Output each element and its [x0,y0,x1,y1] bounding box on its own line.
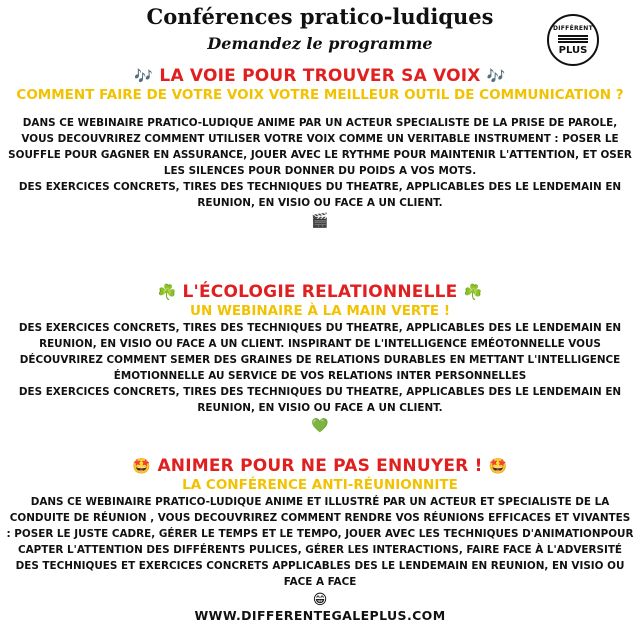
section-body [6,320,634,416]
page-subtitle: Demandez le programme [207,34,433,53]
website-link[interactable]: WWW.DIFFERENTEGALEPLUS.COM [194,608,446,623]
grinning-face-icon: 😁 [312,592,328,608]
brand-logo [547,14,599,66]
section-title-text: L'ÉCOLOGIE RELATIONNELLE [182,282,458,302]
shamrock-icon: ☘️ [463,283,483,301]
logo-bars-icon [558,34,588,44]
music-notes-icon: 🎶 [486,67,506,85]
section-paragraph: DES EXERCICES CONCRETS, TIRES DES TECHNIQUES DU THEATRE, APPLICABLES DES LE LENDEMAIN EN REUNION, EN VISIO OU FACE A UN CLIENT. [18,386,622,414]
logo-text-bottom: PLUS [558,44,588,56]
music-notes-icon: 🎶 [134,67,154,85]
section-meetings [6,456,634,609]
section-subtitle: UN WEBINAIRE À LA MAIN VERTE ! [189,303,451,319]
section-paragraph: DES TECHNIQUES ET EXERCICES CONCRETS APPLICABLES DES LE LENDEMAIN EN REUNION, EN VISIO OU FACE A FACE [15,560,625,588]
page-title: Conférences pratico-ludiques [146,4,494,29]
shamrock-icon: ☘️ [157,283,177,301]
section-paragraph: DANS CE WEBINAIRE PRATICO-LUDIQUE ANIME PAR UN ACTEUR SPECIALISTE DE LA PRISE DE PAROLE, VOUS DECOUVRIREZ COMMENT UTILISER VOTRE VOIX COMME UN VERITABLE INSTRUMENT : POSER LE SOUFFLE POUR GAGNER EN ASSURANCE, JOUER AVEC LE RYTHME POUR MAINTENIR L'ATTENTION, ET OSER LES SILENCES POUR DONNER DU POIDS A VOS MOTS. [8,117,632,177]
section-title-text: LA VOIE POUR TROUVER SA VOIX [159,66,481,86]
star-struck-icon: 🤩 [132,457,152,475]
section-title-text: ANIMER POUR NE PAS ENNUYER ! [157,456,483,476]
section-subtitle: LA CONFÉRENCE ANTI-RÉUNIONNITE [182,477,458,493]
clapperboard-icon: 🎬 [311,213,329,229]
section-ecology [6,282,634,435]
star-struck-icon: 🤩 [488,457,508,475]
section-subtitle: COMMENT FAIRE DE VOTRE VOIX VOTRE MEILLEUR OUTIL DE COMMUNICATION ? [16,87,624,103]
section-body [6,494,634,590]
logo-text-top: DIFFÉRENT [552,24,594,32]
section-paragraph: DANS CE WEBINAIRE PRATICO-LUDIQUE ANIME ET ILLUSTRÉ PAR UN ACTEUR ET SPECIALISTE DE LA CONDUITE DE RÉUNION , VOUS DECOUVRIREZ COMMENT RENDRE VOS RÉUNIONS EFFICACES ET VIVANTES : POSER LE JUSTE CADRE, GÉRER LE TEMPS ET LE TEMPO, JOUER AVEC LES TECHNIQUES D'ANIMATIONPOUR CAPTER L'ATTENTION DES DIFFÉRENTS PULICES, GÉRER LES INTERACTIONS, FAIRE FACE À L'ADVERSITÉ [6,496,634,556]
section-title [6,282,634,302]
section-paragraph: DES EXERCICES CONCRETS, TIRES DES TECHNIQUES DU THEATRE, APPLICABLES DES LE LENDEMAIN EN REUNION, EN VISIO OU FACE A UN CLIENT. [18,181,622,209]
section-title [6,456,634,476]
section-voice [6,66,634,230]
section-paragraph: DES EXERCICES CONCRETS, TIRES DES TECHNIQUES DU THEATRE, APPLICABLES DES LE LENDEMAIN EN REUNION, EN VISIO OU FACE A UN CLIENT. INSPIRANT DE L'INTELLIGENCE EMÉOTONNELLE VOUS DÉCOUVRIREZ COMMENT SEMER DES GRAINES DE RELATIONS DURABLES EN METTANT L'INTELLIGENCE ÉMOTIONNELLE AU SERVICE DE VOS RELATIONS INTER PERSONNELLES [18,322,622,382]
section-body [6,115,634,211]
section-title [6,66,634,86]
green-heart-icon: 💚 [311,418,329,434]
